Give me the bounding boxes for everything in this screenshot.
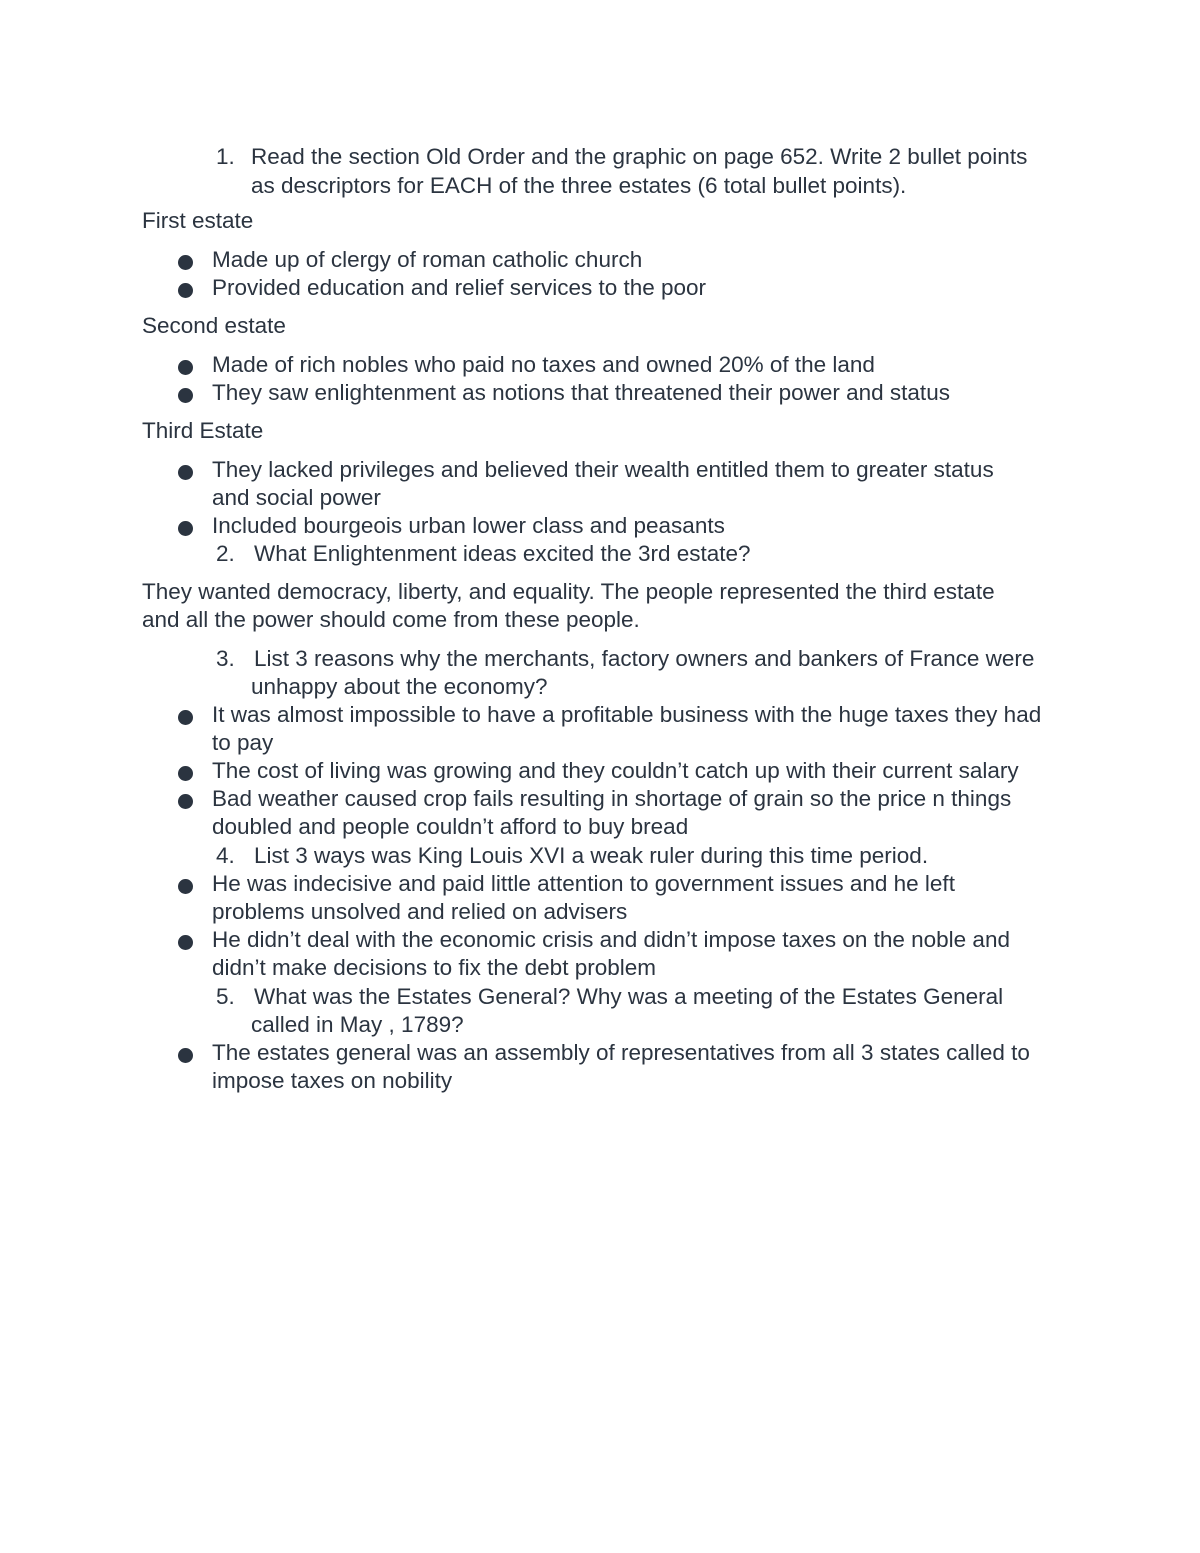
q3-bullet-1-line-2: to pay (212, 730, 274, 755)
q3-bullet-1-line-1: It was almost impossible to have a profitable business with the huge taxes they had (212, 702, 1042, 727)
bullet-icon (178, 521, 193, 536)
q1-text-line-2: as descriptors for EACH of the three estates (6 total bullet points). (251, 173, 907, 198)
bullet-icon (178, 710, 193, 725)
q1-text-line-1: Read the section Old Order and the graphic on page 652. Write 2 bullet points (251, 144, 1028, 169)
q4-bullet-2-line-2: didn’t make decisions to fix the debt problem (212, 955, 656, 980)
q2-number: 2. (216, 541, 235, 566)
bullet-icon (178, 465, 193, 480)
q3-number: 3. (216, 646, 235, 671)
bullet-icon (178, 283, 193, 298)
first-estate-bullet-1: Made up of clergy of roman catholic church (212, 247, 643, 272)
q1-number: 1. (216, 144, 235, 169)
q2-question: What Enlightenment ideas excited the 3rd estate? (254, 541, 751, 566)
bullet-icon (178, 360, 193, 375)
q4-number: 4. (216, 843, 235, 868)
q4-question: List 3 ways was King Louis XVI a weak ruler during this time period. (254, 843, 929, 868)
third-estate-bullet-1-line-1: They lacked privileges and believed their wealth entitled them to greater status (212, 457, 994, 482)
bullet-icon (178, 255, 193, 270)
q3-question-line-1: List 3 reasons why the merchants, factory owners and bankers of France were (254, 646, 1035, 671)
bullet-icon (178, 794, 193, 809)
q5-bullet-1-line-1: The estates general was an assembly of representatives from all 3 states called to (212, 1040, 1030, 1065)
q5-bullet-1-line-2: impose taxes on nobility (212, 1068, 453, 1093)
q4-bullet-1-line-2: problems unsolved and relied on advisers (212, 899, 628, 924)
q3-bullet-3-line-2: doubled and people couldn’t afford to buy bread (212, 814, 689, 839)
q3-bullet-2: The cost of living was growing and they couldn’t catch up with their current salary (212, 758, 1019, 783)
q3-question-line-2: unhappy about the economy? (251, 674, 548, 699)
bullet-icon (178, 766, 193, 781)
bullet-icon (178, 388, 193, 403)
q5-question-line-2: called in May , 1789? (251, 1012, 464, 1037)
second-estate-heading: Second estate (142, 313, 286, 338)
q5-question-line-1: What was the Estates General? Why was a meeting of the Estates General (254, 984, 1004, 1009)
q4-bullet-1-line-1: He was indecisive and paid little attention to government issues and he left (212, 871, 955, 896)
first-estate-heading: First estate (142, 208, 254, 233)
q2-answer-line-1: They wanted democracy, liberty, and equality. The people represented the third estate (142, 579, 995, 604)
q2-answer-line-2: and all the power should come from these people. (142, 607, 640, 632)
bullet-icon (178, 879, 193, 894)
second-estate-bullet-1: Made of rich nobles who paid no taxes and owned 20% of the land (212, 352, 875, 377)
q5-number: 5. (216, 984, 235, 1009)
q3-bullet-3-line-1: Bad weather caused crop fails resulting in shortage of grain so the price n things (212, 786, 1012, 811)
bullet-icon (178, 1048, 193, 1063)
bullet-icon (178, 935, 193, 950)
third-estate-heading: Third Estate (142, 418, 264, 443)
first-estate-bullet-2: Provided education and relief services to the poor (212, 275, 707, 300)
third-estate-bullet-2: Included bourgeois urban lower class and peasants (212, 513, 725, 538)
q4-bullet-2-line-1: He didn’t deal with the economic crisis and didn’t impose taxes on the noble and (212, 927, 1010, 952)
third-estate-bullet-1-line-2: and social power (212, 485, 381, 510)
second-estate-bullet-2: They saw enlightenment as notions that threatened their power and status (212, 380, 950, 405)
